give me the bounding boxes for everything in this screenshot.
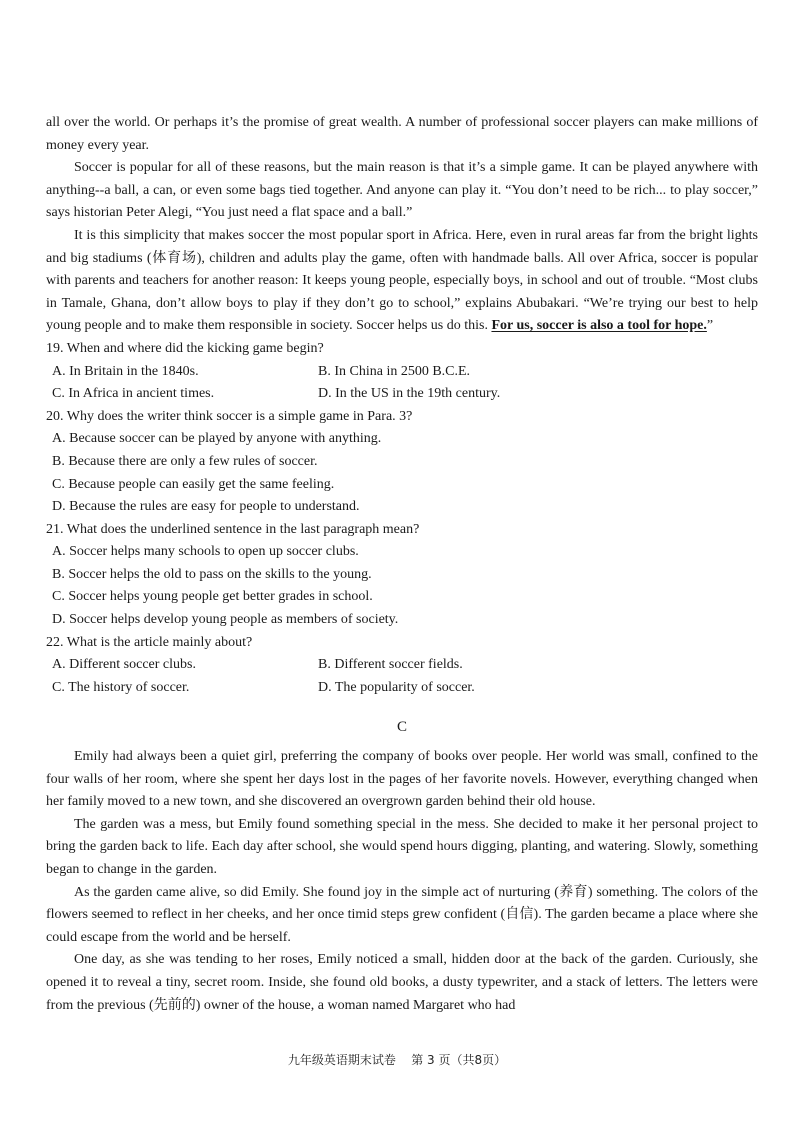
option-b: B. In China in 2500 B.C.E. — [318, 363, 471, 379]
exam-page — [46, 112, 758, 1017]
question-stem: 19. When and where did the kicking game begin? — [46, 340, 324, 356]
passage-c-paragraph-4: One day, as she was tending to her roses, Emily noticed a small, hidden door at the back of the garden. Curiously, she opened it to reveal a tiny, secret room. Inside, she found old books, a dusty typewriter, and a stack of letters. The letters were from the previous (先前的) owner of the house, a woman named Margaret who had — [46, 952, 758, 1013]
option-d: D. Because the rules are easy for people to understand. — [52, 499, 360, 515]
closing-quote: ” — [706, 318, 714, 334]
underlined-sentence: For us, soccer is also a tool for hope. — [491, 318, 707, 334]
section-heading-c: C — [396, 719, 407, 736]
option-c: C. The history of soccer. — [52, 679, 190, 695]
option-d: D. The popularity of soccer. — [318, 679, 475, 695]
question-stem: 20. Why does the writer think soccer is a simple game in Para. 3? — [46, 408, 413, 424]
question-stem: 21. What does the underlined sentence in the last paragraph mean? — [46, 521, 420, 537]
option-c: C. Soccer helps young people get better grades in school. — [52, 589, 373, 605]
option-row — [46, 654, 758, 677]
option-c: C. In Africa in ancient times. — [52, 386, 215, 402]
option-c: C. Because people can easily get the same feeling. — [52, 476, 335, 492]
question-20 — [46, 406, 758, 519]
option-row — [46, 361, 758, 384]
passage-b-paragraph-1: all over the world. Or perhaps it’s the promise of great wealth. A number of professional soccer players can make millions of money every year. — [46, 115, 758, 153]
exam-title: 九年级英语期末试卷 — [287, 1053, 396, 1067]
question-stem: 22. What is the article mainly about? — [46, 634, 253, 650]
question-21 — [46, 519, 758, 632]
option-d: D. Soccer helps develop young people as members of society. — [52, 612, 399, 628]
option-a: A. In Britain in the 1840s. — [52, 363, 199, 379]
option-row — [46, 383, 758, 406]
option-d: D. In the US in the 19th century. — [318, 386, 501, 402]
option-b: B. Different soccer fields. — [318, 657, 463, 673]
option-a: A. Different soccer clubs. — [52, 657, 196, 673]
option-a: A. Because soccer can be played by anyone with anything. — [52, 431, 382, 447]
passage-b-paragraph-2: Soccer is popular for all of these reasons, but the main reason is that it’s a simple game. It can be played anywhere with anything--a ball, a can, or even some bags tied together. And anyone can play it. “You don’t need to be rich... to play soccer,” says historian Peter Alegi, “You just need a flat space and a ball.” — [46, 160, 758, 221]
option-b: B. Because there are only a few rules of soccer. — [52, 453, 318, 469]
option-b: B. Soccer helps the old to pass on the skills to the young. — [52, 566, 372, 582]
passage-c-paragraph-1: Emily had always been a quiet girl, preferring the company of books over people. Her world was small, confined to the four walls of her room, where she spent her days lost in the pages of her favorite novels. However, everything changed when her family moved to a new town, and she discovered an overgrown garden behind their old house. — [46, 749, 758, 810]
question-22 — [46, 632, 758, 700]
question-19 — [46, 338, 758, 406]
passage-c-paragraph-3: As the garden came alive, so did Emily. She found joy in the simple act of nurturing (养育) something. The colors of the flowers seemed to reflect in her cheeks, and her once timid steps grew confident (自信). The garden became a place where she could escape from the world and be herself. — [46, 884, 758, 945]
page-footer — [0, 1051, 794, 1068]
passage-c-paragraph-2: The garden was a mess, but Emily found something special in the mess. She decided to make it her personal project to bring the garden back to life. Each day after school, she would spend hours digging, planting, and watering. Slowly, something began to change in the garden. — [46, 816, 758, 877]
passage-b-paragraph-3-text: It is this simplicity that makes soccer the most popular sport in Africa. Here, even in rural areas far from the bright lights and big stadiums (体育场), children and adults play the game, often with handmade balls. All over Africa, soccer is popular with parents and teachers for another reason: It keeps young people, especially boys, in school and out of trouble. “Most clubs in Tamale, Ghana, don’t allow boys to play if they don’t go to school,” explains Abubakari. “We’re trying our best to help young people and to make them responsible in society. Soccer helps us do this. — [46, 227, 758, 334]
option-a: A. Soccer helps many schools to open up soccer clubs. — [52, 544, 359, 560]
option-row — [46, 677, 758, 700]
page-number: 第 3 页（共8页） — [411, 1053, 507, 1067]
passage-b-paragraph-3 — [46, 225, 758, 338]
